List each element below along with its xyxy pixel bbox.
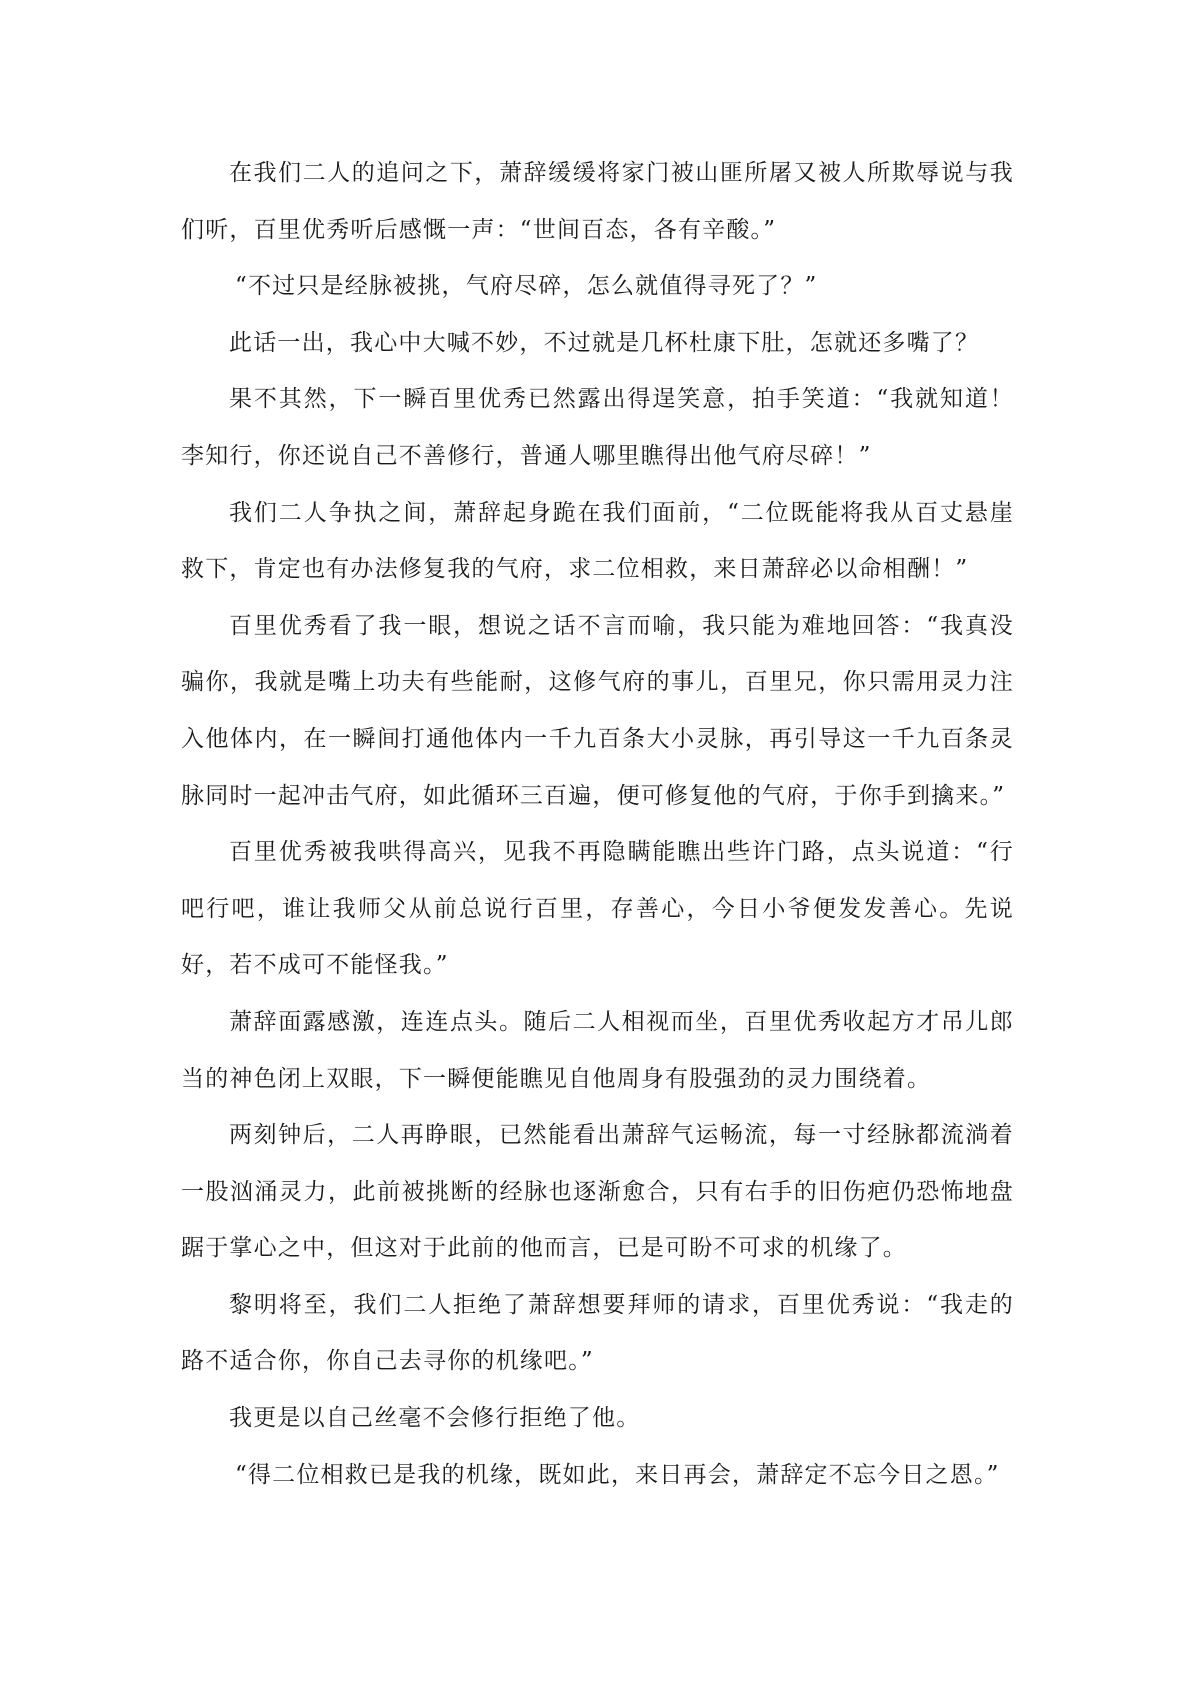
paragraph: 百里优秀看了我一眼，想说之话不言而喻，我只能为难地回答：“我真没骗你，我就是嘴上功夫有些能耐，这修气府的事儿，百里兄，你只需用灵力注入他体内，在一瞬间打通他体内一千九百条大小灵脉，再引导这一千九百条灵脉同时一起冲击气府，如此循环三百遍，便可修复他的气府，于你手到擒来。” [181,612,1014,809]
paragraph: 黎明将至，我们二人拒绝了萧辞想要拜师的请求，百里优秀说：“我走的路不适合你，你自己去寻你的机缘吧。” [181,1291,1014,1375]
paragraph: 两刻钟后，二人再睁眼，已然能看出萧辞气运畅流，每一寸经脉都流淌着一股汹涌灵力，此前被挑断的经脉也逐渐愈合，只有右手的旧伤疤仍恐怖地盘踞于掌心之中，但这对于此前的他而言，已是可盼不可求的机缘了。 [181,1122,1014,1262]
paragraph: “得二位相救已是我的机缘，既如此，来日再会，萧辞定不忘今日之恩。” [235,1461,1000,1488]
paragraph: 我更是以自己丝毫不会修行拒绝了他。 [229,1405,641,1432]
document-body [181,145,1014,1503]
paragraph: 此话一出，我心中大喊不妙，不过就是几杯杜康下肚，怎就还多嘴了？ [229,329,980,356]
paragraph: “不过只是经脉被挑，气府尽碎，怎么就值得寻死了？” [235,273,818,300]
paragraph: 果不其然，下一瞬百里优秀已然露出得逞笑意，拍手笑道：“我就知道！李知行，你还说自己不善修行，普通人哪里瞧得出他气府尽碎！” [181,386,1014,469]
paragraph: 我们二人争执之间，萧辞起身跪在我们面前，“二位既能将我从百丈悬崖救下，肯定也有办法修复我的气府，求二位相救，来日萧辞必以命相酬！” [181,499,1014,583]
paragraph: 在我们二人的追问之下，萧辞缓缓将家门被山匪所屠又被人所欺辱说与我们听，百里优秀听后感慨一声：“世间百态，各有辛酸。” [181,160,1014,243]
paragraph: 萧辞面露感激，连连点头。随后二人相视而坐，百里优秀收起方才吊儿郎当的神色闭上双眼，下一瞬便能瞧见自他周身有股强劲的灵力围绕着。 [181,1008,1014,1092]
paragraph: 百里优秀被我哄得高兴，见我不再隐瞒能瞧出些许门路，点头说道：“行吧行吧，谁让我师父从前总说行百里，存善心，今日小爷便发发善心。先说好，若不成可不能怪我。” [181,839,1014,979]
